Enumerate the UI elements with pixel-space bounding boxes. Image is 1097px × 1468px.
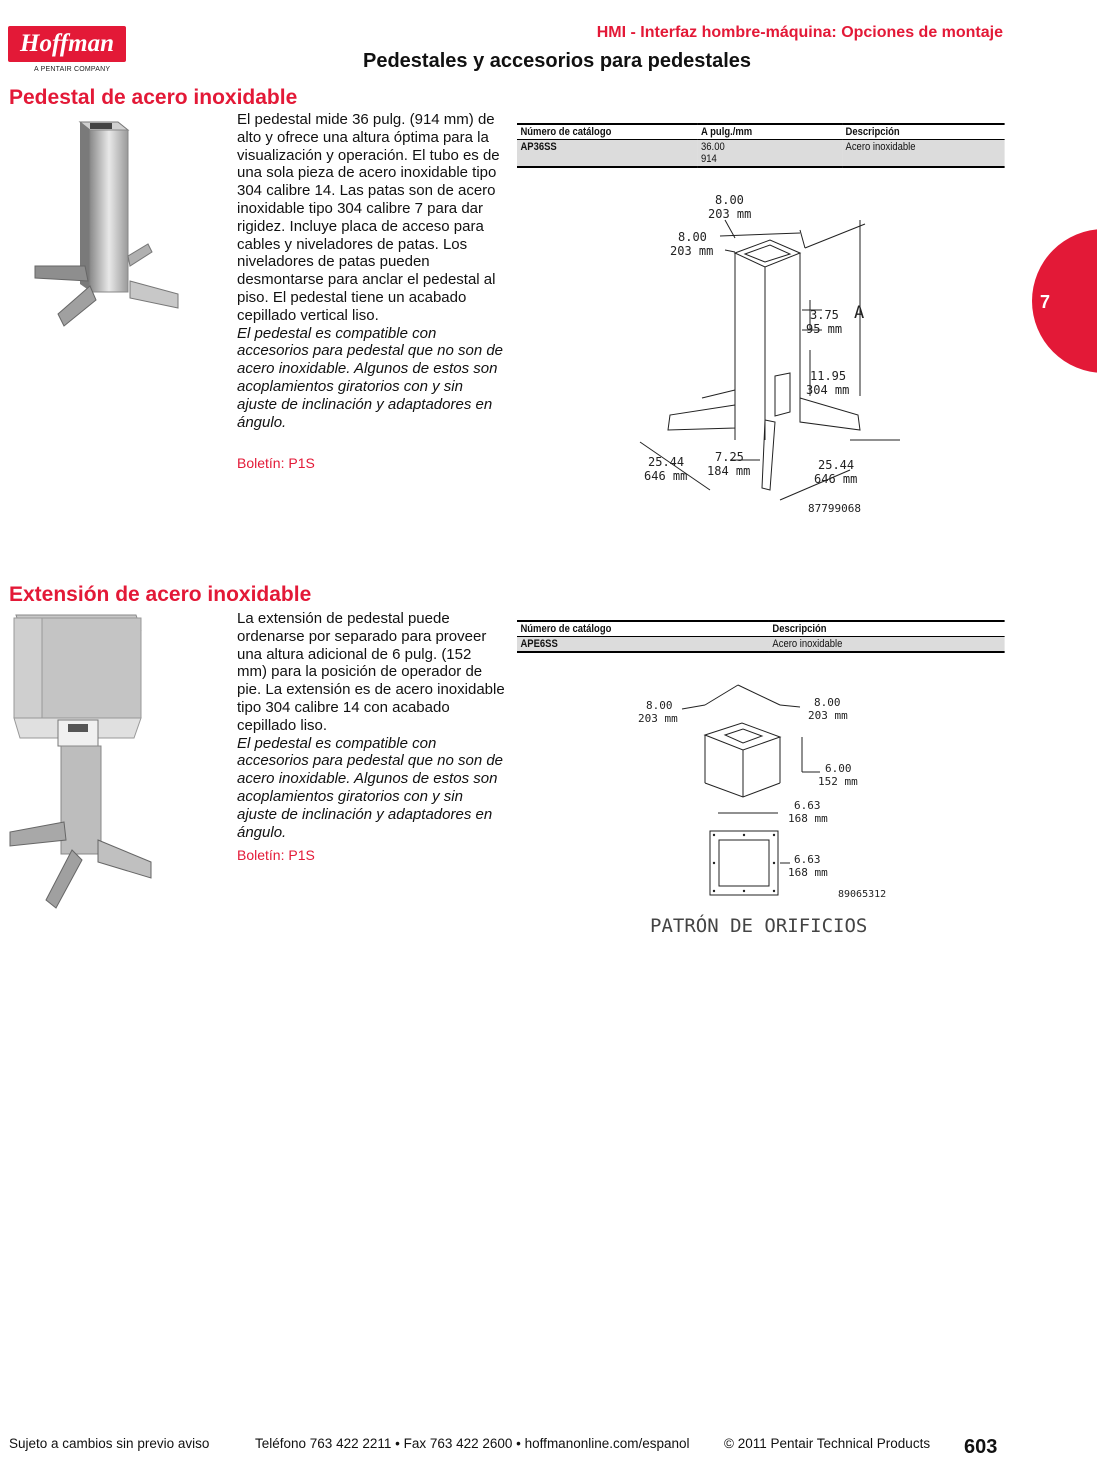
dim-d2-mm: 304 mm [806, 383, 850, 397]
extension-photo [6, 610, 166, 915]
dim-a-label: A [854, 303, 865, 323]
logo-subtitle: A PENTAIR COMPANY [34, 66, 111, 73]
pedestal-dimension-drawing [610, 190, 910, 520]
section2-table [517, 620, 1005, 653]
dim-d2: 11.95 [810, 369, 847, 383]
description-cell-2: Acero inoxidable [769, 637, 1005, 653]
dim-hole-h-mm: 168 mm [788, 866, 828, 879]
header-category: HMI - Interfaz hombre-máquina: Opciones de montaje [596, 24, 1003, 41]
table-row [517, 637, 1005, 653]
dim-top-width: 8.00 [715, 193, 744, 207]
page-number: 603 [964, 1436, 998, 1458]
footer-copyright: © 2011 Pentair Technical Products [724, 1436, 931, 1451]
section2-table-wrap [517, 620, 1005, 653]
a-in-value: 36.00 [701, 141, 725, 153]
catalog-cell-2: APE6SS [517, 637, 769, 653]
dim-w1-mm: 203 mm [638, 712, 678, 725]
dim-leg-left-mm: 646 mm [644, 469, 688, 483]
dim-leg-right-mm: 646 mm [814, 472, 858, 486]
dim-w1: 8.00 [646, 699, 673, 712]
table-row [517, 140, 1005, 168]
section2-title: Extensión de acero inoxidable [9, 583, 312, 606]
section2-bulletin: Boletín: P1S [237, 847, 315, 863]
dim-d1-mm: 95 mm [806, 322, 843, 336]
footer-notice: Sujeto a cambios sin previo aviso [9, 1436, 210, 1451]
dim-leg-center: 7.25 [715, 450, 744, 464]
dim-leg-right: 25.44 [818, 458, 855, 472]
dim-hole-h: 6.63 [794, 853, 821, 866]
dim-hole-w: 6.63 [794, 799, 821, 812]
section2-description [237, 610, 505, 841]
section1-paragraph: El pedestal mide 36 pulg. (914 mm) de alto y ofrece una altura óptima para la visualización y operación. El tubo es de una sola pieza de acero inoxidable tipo 304 calibre 14. Las patas son de acero inoxidable tipo 304 calibre 7 para dar rigidez. Incluye placa de acceso para cables y niveladores de patas. Los niveladores de patas pueden desmontarse para anclar el pedestal al piso. El pedestal tiene un acabado cepillado vertical liso. [237, 111, 500, 324]
section1-note: El pedestal es compatible con accesorios para pedestal que no son de acero inoxidable. Algunos de estos son acoplamientos giratorios con y sin ajuste de inclinación y adaptadores en ángulo. [237, 324, 504, 431]
col-header-description-2: Descripción [769, 621, 1005, 637]
col-header-description: Descripción [842, 124, 1005, 140]
dim-top-depth-mm: 203 mm [670, 244, 714, 258]
a-mm-value: 914 [701, 153, 717, 165]
col-header-catalog: Número de catálogo [517, 124, 698, 140]
hole-pattern-caption: PATRÓN DE ORIFICIOS [650, 915, 868, 937]
col-header-a: A pulg./mm [698, 124, 842, 140]
section1-bulletin: Boletín: P1S [237, 455, 315, 471]
catalog-cell: AP36SS [517, 140, 698, 168]
dim-hole-w-mm: 168 mm [788, 812, 828, 825]
dim-h: 6.00 [825, 762, 852, 775]
hoffman-logo: Hoffman [20, 30, 114, 57]
section1-description [237, 111, 505, 431]
dim-w2: 8.00 [814, 696, 841, 709]
dim-top-width-mm: 203 mm [708, 207, 752, 221]
dim-h-mm: 152 mm [818, 775, 858, 788]
section1-title: Pedestal de acero inoxidable [9, 86, 298, 109]
drawing-number-1: 87799068 [808, 502, 861, 515]
section1-table-wrap [517, 123, 1005, 168]
dim-top-depth: 8.00 [678, 230, 707, 244]
section1-table [517, 123, 1005, 168]
pedestal-photo [30, 116, 210, 336]
section2-note: El pedestal es compatible con accesorios para pedestal que no son de acero inoxidable. Algunos de estos son acoplamientos giratorios con y sin ajuste de inclinación y adaptadores en ángulo. [237, 734, 504, 841]
drawing-number-2: 89065312 [838, 889, 887, 900]
dim-leg-left: 25.44 [648, 455, 685, 469]
dim-leg-center-mm: 184 mm [707, 464, 751, 478]
description-cell: Acero inoxidable [842, 140, 1005, 168]
extension-dimension-drawing [630, 675, 900, 940]
dim-w2-mm: 203 mm [808, 709, 848, 722]
a-cell [698, 140, 842, 168]
chapter-number: 7 [1040, 292, 1051, 312]
footer-contact: Teléfono 763 422 2211 • Fax 763 422 2600 • hoffmanonline.com/espanol [255, 1436, 690, 1451]
section2-paragraph: La extensión de pedestal puede ordenarse por separado para proveer una altura adicional de 6 pulg. (152 mm) para la posición de operador de pie. La extensión es de acero inoxidable tipo 304 calibre 14 con acabado cepillado liso. [237, 610, 505, 734]
page-title: Pedestales y accesorios para pedestales [363, 50, 752, 72]
dim-d1: 3.75 [810, 308, 839, 322]
col-header-catalog-2: Número de catálogo [517, 621, 769, 637]
